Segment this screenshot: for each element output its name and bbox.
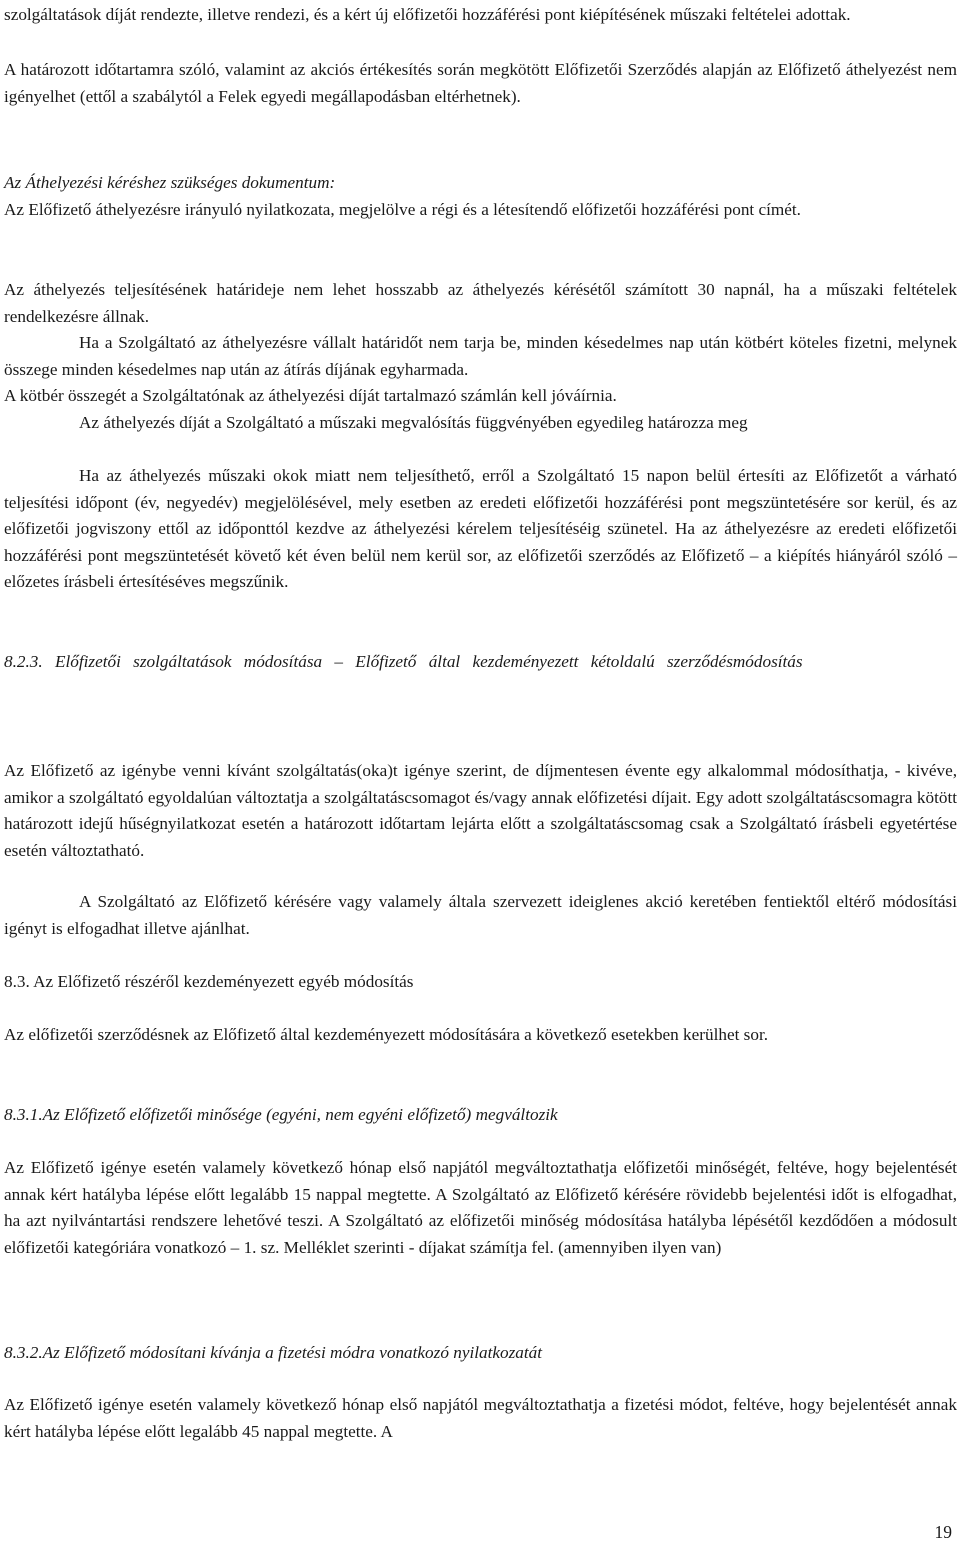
paragraph-technical-reasons: Ha az áthelyezés műszaki okok miatt nem teljesíthető, erről a Szolgáltató 15 napon belül értesíti az Előfizetőt a várható teljesítési időpont (év, negyedév) megjelölésével, mely esetben az eredeti előfizetői hozzáférési pont megszüntetésére sor kerül, és az előfizetői jogviszony ettől az időponttól kezdve az áthelyezési kérelem teljesítéséig szünetel. Ha az áthelyezésre az eredeti előfizetői hozzáférési pont megszüntetését követő két éven belül nem kerül sor, az előfizetői szerződés az Előfizető – a kiépítés hiányáról szóló – előzetes írásbeli értesítéséves megszűnik. [4, 466, 957, 591]
paragraph-temporary-promotion: A Szolgáltató az Előfizető kérésére vagy valamely általa szervezett ideiglenes akció keretében fentiektől eltérő módosítási igényt is elfogadhat illetve ajánlhat. [4, 892, 957, 938]
paragraph-relocation-fee: Az áthelyezés díját a Szolgáltató a műszaki megvalósítás függvényében egyedileg határozza meg [79, 413, 748, 432]
section-heading-8-2-3: 8.2.3. Előfizetői szolgáltatások módosítása – Előfizető által kezdeményezett kétoldalú szerződésmódosítás [4, 652, 803, 671]
paragraph-penalty-credit: A kötbér összegét a Szolgáltatónak az áthelyezési díját tartalmazó számlán kell jóváírnia. [4, 386, 617, 405]
section-heading-8-3: 8.3. Az Előfizető részéről kezdeményezett egyéb módosítás [4, 972, 414, 991]
paragraph-penalty: Ha a Szolgáltató az áthelyezésre vállalt határidőt nem tarja be, minden késedelmes nap után kötbért köteles fizetni, melynek összege minden késedelmes nap után az átírás díjának egyharmada. [4, 333, 957, 379]
paragraph-service-modification: Az Előfizető az igénybe venni kívánt szolgáltatás(oka)t igénye szerint, de díjmentesen évente egy alkalommal módosíthatja, - kivéve, amikor a szolgáltató egyoldalúan változtatja a szolgáltatáscsomagot és/vagy annak előfizetési díjait. Egy adott szolgáltatáscsomagra kötött határozott idejű hűségnyilatkozat esetén a határozott időtartam lejárta előtt a szolgáltatáscsomag csak a Szolgáltató írásbeli egyetértése esetén változtatható. [4, 761, 957, 860]
page-number: 19 [934, 1522, 952, 1542]
paragraph-required-document-heading: Az Áthelyezési kéréshez szükséges dokumentum: [4, 173, 336, 192]
paragraph-payment-method-change: Az Előfizető igénye esetén valamely következő hónap első napjától megváltoztathatja a fizetési módot, feltéve, hogy bejelentését annak kért hatályba lépése előtt legalább 45 nappal megtette. A [4, 1395, 957, 1441]
section-heading-8-3-1: 8.3.1.Az Előfizető előfizetői minősége (egyéni, nem egyéni előfizető) megváltozik [4, 1105, 558, 1124]
paragraph-subscriber-status-change: Az Előfizető igénye esetén valamely következő hónap első napjától megváltoztathatja előfizetői minőségét, feltéve, hogy bejelentését annak kért hatályba lépése előtt legalább 15 nappal megtette. A Szolgáltató az Előfizető kérésére rövidebb bejelentési időt is elfogadhat, ha azt nyilvántartási rendszere lehetővé teszi. A Szolgáltató az előfizetői minőség módosítása hatályba lépésétől kezdődően a módosult előfizetői kategóriára vonatkozó – 1. sz. Melléklet szerinti - díjakat számítja fel. (amennyiben ilyen van) [4, 1158, 957, 1257]
paragraph-other-modification: Az előfizetői szerződésnek az Előfizető által kezdeményezett módosítására a következő esetekben kerülhet sor. [4, 1025, 769, 1044]
paragraph-relocation-declaration: Az Előfizető áthelyezésre irányuló nyilatkozata, megjelölve a régi és a létesítendő előfizetői hozzáférési pont címét. [4, 200, 801, 219]
section-heading-8-3-2: 8.3.2.Az Előfizető módosítani kívánja a fizetési módra vonatkozó nyilatkozatát [4, 1343, 543, 1362]
paragraph-relocation-deadline: Az áthelyezés teljesítésének határideje nem lehet hosszabb az áthelyezés kérésétől számított 30 napnál, ha a műszaki feltételek rendelkezésre állnak. [4, 280, 957, 326]
paragraph-fixed-term-contract: A határozott időtartamra szóló, valamint az akciós értékesítés során megkötött Előfizetői Szerződés alapján az Előfizető áthelyezést nem igényelhet (ettől a szabálytól a Felek egyedi megállapodásban eltérhetnek). [4, 60, 957, 106]
paragraph-fee-settlement: szolgáltatások díját rendezte, illetve rendezi, és a kért új előfizetői hozzáférési pont kiépítésének műszaki feltételei adottak. [4, 5, 851, 24]
